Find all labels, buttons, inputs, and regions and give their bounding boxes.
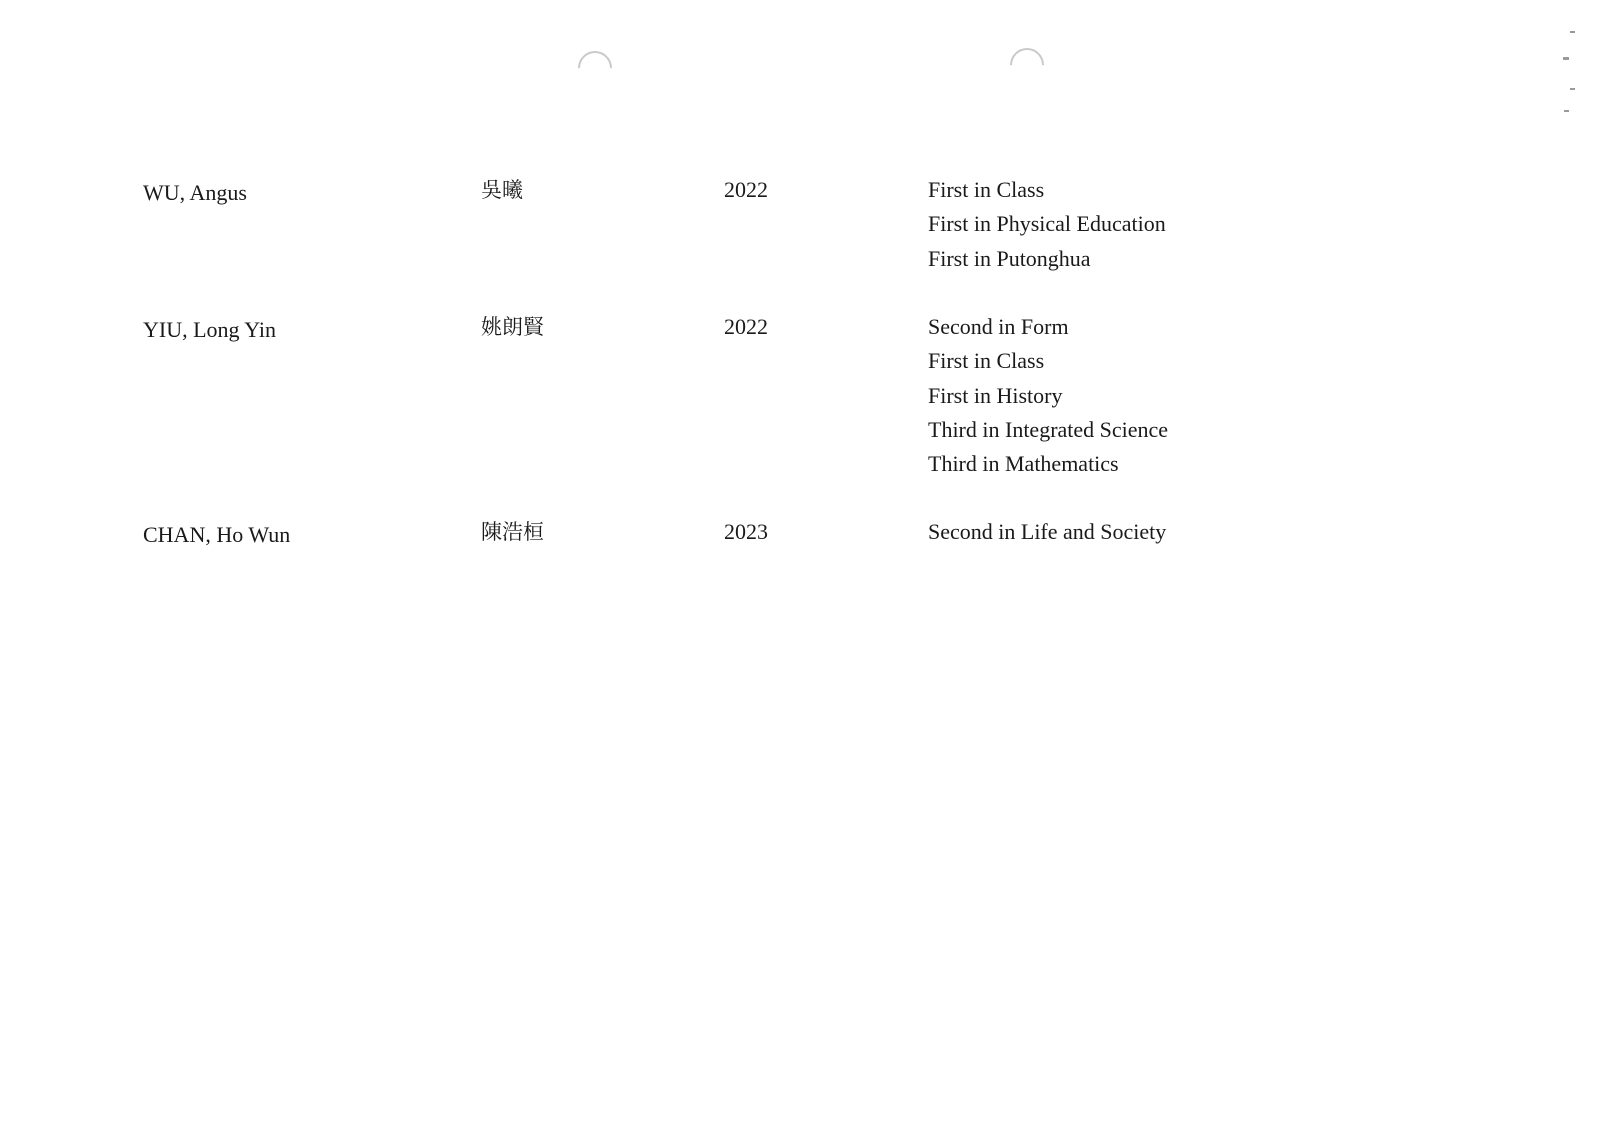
award-year: 2022 — [724, 314, 768, 339]
award-item: Third in Integrated Science — [928, 416, 1169, 442]
award-item: First in Class — [928, 348, 1045, 374]
award-list — [928, 173, 1166, 276]
student-chinese-name: 姚朗賢 — [481, 315, 544, 339]
punch-hole-right — [1003, 41, 1051, 89]
student-name: WU, Angus — [143, 180, 247, 205]
student-name: CHAN, Ho Wun — [143, 522, 291, 547]
award-item: First in Physical Education — [928, 211, 1166, 237]
student-chinese-name: 吳曦 — [481, 178, 523, 202]
scan-edge-mark — [1563, 57, 1569, 60]
scan-edge-mark — [1564, 110, 1569, 112]
award-item: First in Class — [928, 177, 1045, 202]
punch-hole-left — [571, 44, 619, 92]
award-list — [928, 515, 1166, 549]
award-item: Third in Mathematics — [928, 451, 1119, 477]
award-list — [928, 310, 1168, 481]
scan-edge-mark — [1570, 31, 1575, 33]
scan-edge-mark — [1570, 88, 1575, 90]
award-item: Second in Form — [928, 314, 1069, 339]
award-year: 2022 — [724, 177, 768, 202]
student-chinese-name: 陳浩桓 — [481, 520, 544, 544]
award-item: First in Putonghua — [928, 245, 1091, 271]
student-name: YIU, Long Yin — [143, 317, 277, 342]
award-year: 2023 — [724, 519, 768, 544]
award-item: First in History — [928, 382, 1063, 408]
award-item: Second in Life and Society — [928, 519, 1167, 544]
